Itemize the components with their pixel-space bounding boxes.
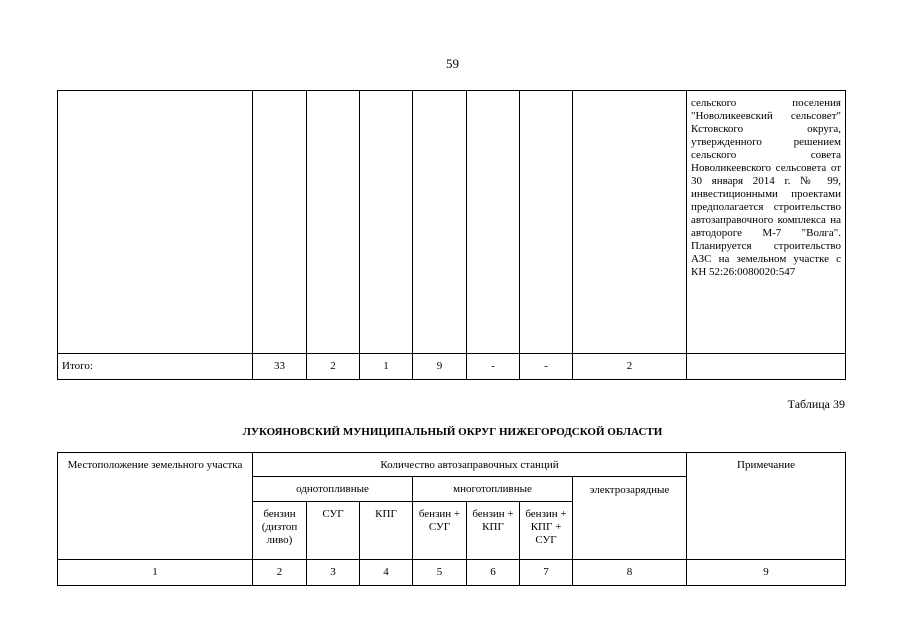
note-cell	[687, 91, 846, 354]
column-number: 9	[687, 560, 846, 586]
column-number: 8	[573, 560, 687, 586]
column-number: 3	[307, 560, 360, 586]
sub-header: КПГ	[360, 502, 413, 560]
note-header: Примечание	[687, 453, 846, 560]
table-row	[58, 453, 846, 477]
total-value: 2	[573, 354, 687, 380]
table-row	[58, 91, 846, 354]
column-number: 6	[467, 560, 520, 586]
location-header: Местоположение земельного участка	[58, 453, 253, 560]
column-number: 4	[360, 560, 413, 586]
sub-header: бензин + КПГ	[467, 502, 520, 560]
column-number: 7	[520, 560, 573, 586]
sub-header: СУГ	[307, 502, 360, 560]
sub-header: бензин + КПГ + СУГ	[520, 502, 573, 560]
section-title: ЛУКОЯНОВСКИЙ МУНИЦИПАЛЬНЫЙ ОКРУГ НИЖЕГОРОДСКОЙ ОБЛАСТИ	[242, 426, 663, 438]
page-number: 59	[446, 56, 459, 71]
total-label: Итого:	[58, 354, 253, 380]
sub-header: бензин + СУГ	[413, 502, 467, 560]
total-row	[58, 354, 846, 380]
column-number: 1	[58, 560, 253, 586]
total-value: 9	[413, 354, 467, 380]
multi-fuel-header: многотопливные	[413, 477, 573, 502]
total-value: 1	[360, 354, 413, 380]
column-number: 2	[253, 560, 307, 586]
header-table	[57, 452, 846, 586]
single-fuel-header: однотопливные	[253, 477, 413, 502]
continuation-table	[57, 90, 846, 380]
electric-header: электрозарядные	[573, 477, 687, 560]
table-caption: Таблица 39	[787, 397, 845, 411]
note-text: сельского поселения "Новоликеевский сельсовет" Кстовского округа, утвержденного решением сельского совета Новоликеевского сельсовета от 30 января 2014 г. № 99, инвестиционными проектами предполагается строительство автозаправочного комплекса на автодороге М-7 "Волга". Планируется строительство АЗС на земельном участке с КН 52:26:0080020:547	[691, 97, 841, 278]
total-value: -	[520, 354, 573, 380]
total-value: -	[467, 354, 520, 380]
column-numbers-row	[58, 560, 846, 586]
column-number: 5	[413, 560, 467, 586]
total-note	[687, 354, 846, 380]
total-value: 2	[307, 354, 360, 380]
count-header: Количество автозаправочных станций	[253, 453, 687, 477]
total-value: 33	[253, 354, 307, 380]
sub-header: бензин (дизтоп ливо)	[253, 502, 307, 560]
